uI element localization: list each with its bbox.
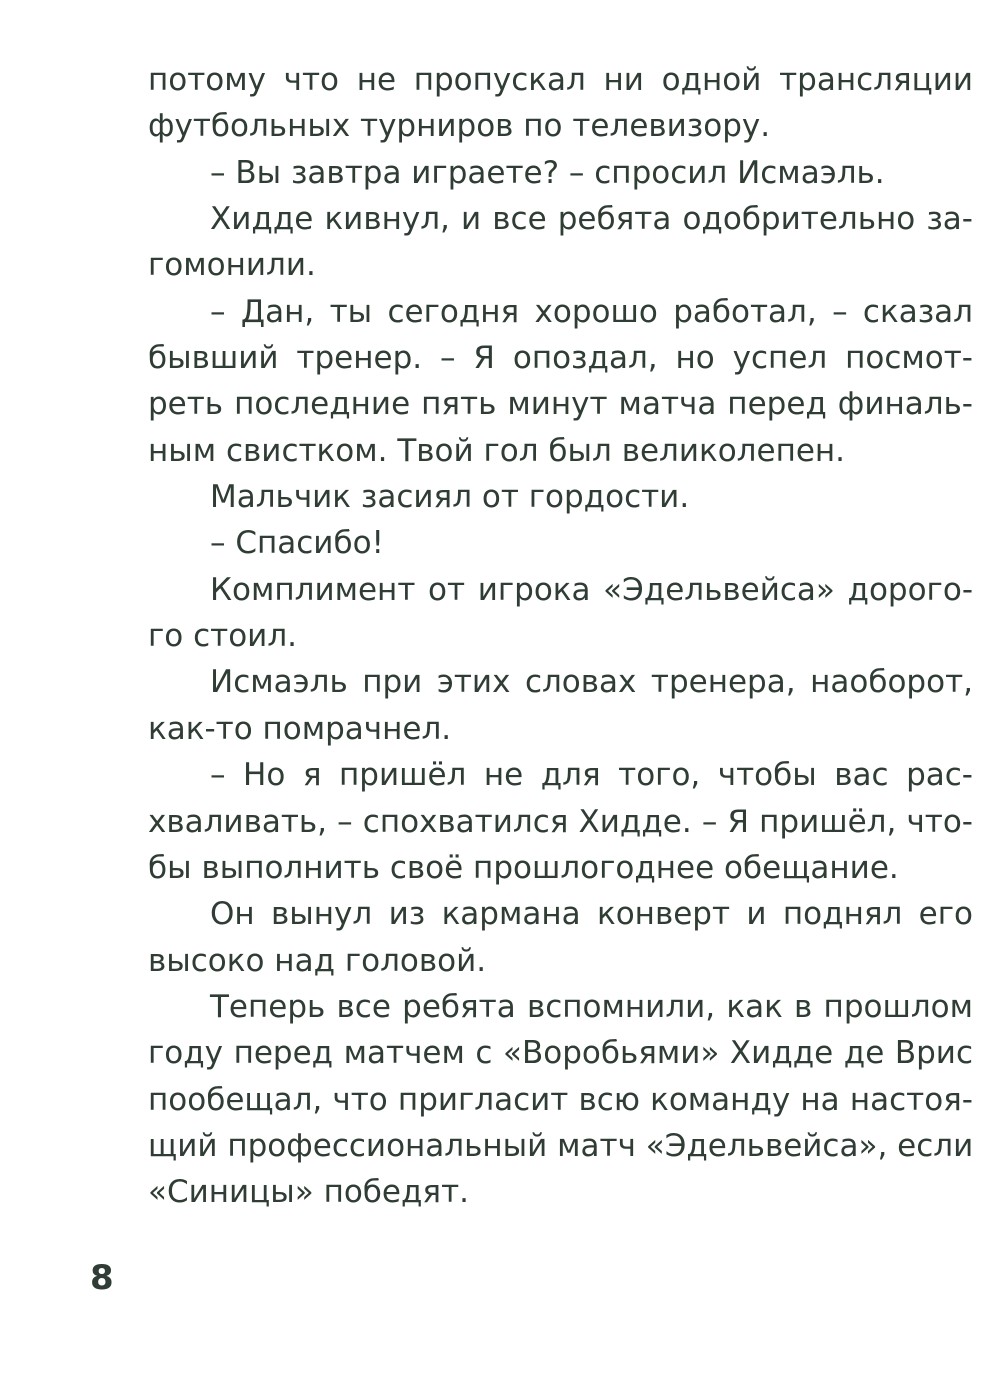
text-line: году перед матчем с «Воробьями» Хидде де Врис — [148, 1035, 973, 1072]
text-line: потому что не пропускал ни одной трансляции — [148, 62, 973, 98]
text-line: как-то помрачнел. — [148, 710, 452, 747]
text-line: Теперь все ребята вспомнили, как в прошлом — [210, 988, 973, 1025]
text-line: – Дан, ты сегодня хорошо работал, – сказал — [210, 293, 973, 330]
text-line: щий профессиональный матч «Эдельвейса», если — [148, 1127, 974, 1164]
text-line: бывший тренер. – Я опоздал, но успел посмот- — [148, 340, 973, 377]
text-line: Комплимент от игрока «Эдельвейса» дорого- — [210, 571, 973, 608]
text-line: хваливать, – спохватился Хидде. – Я пришёл, что- — [148, 803, 973, 840]
text-line: пообещал, что пригласит всю команду на настоя- — [148, 1081, 973, 1118]
text-line: го стоил. — [148, 618, 297, 655]
page-number: 8 — [90, 1258, 114, 1298]
text-line: Мальчик засиял от гордости. — [210, 479, 690, 516]
text-line: – Вы завтра играете? – спросил Исмаэль. — [210, 154, 885, 191]
text-line: ным свистком. Твой гол был великолепен. — [148, 432, 846, 469]
body-text — [148, 57, 973, 1216]
text-line: гомонили. — [148, 247, 316, 284]
text-line: Хидде кивнул, и все ребята одобрительно за- — [210, 201, 973, 238]
text-line: реть последние пять минут матча перед финаль- — [148, 386, 973, 423]
text-line: высоко над головой. — [148, 942, 487, 979]
text-line: – Спасибо! — [210, 525, 384, 562]
text-line: бы выполнить своё прошлогоднее обещание. — [148, 849, 899, 886]
text-line: Исмаэль при этих словах тренера, наоборот, — [210, 664, 973, 701]
text-line: «Синицы» победят. — [148, 1174, 469, 1211]
text-line: Он вынул из кармана конверт и поднял его — [210, 896, 973, 933]
text-line: – Но я пришёл не для того, чтобы вас рас- — [210, 757, 973, 794]
text-line: футбольных турниров по телевизору. — [148, 108, 771, 145]
